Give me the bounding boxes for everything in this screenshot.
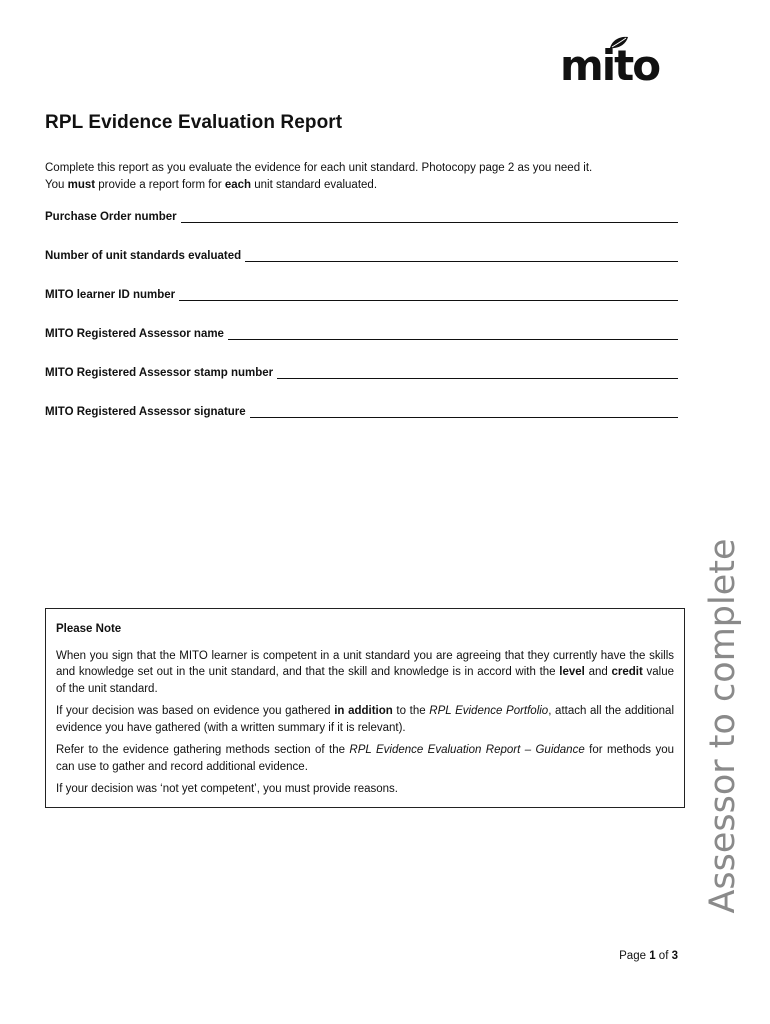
intro-line-1: Complete this report as you evaluate the evidence for each unit standard. Photocopy page 2 as you need it. — [45, 162, 593, 174]
assessor-signature-field[interactable] — [45, 402, 678, 418]
side-label-container — [703, 538, 743, 914]
unit-standards-count-field[interactable] — [45, 246, 678, 262]
field-label: MITO learner ID number — [45, 289, 176, 301]
please-note-box — [45, 608, 685, 808]
learner-id-field[interactable] — [45, 285, 678, 301]
purchase-order-input-line[interactable] — [181, 210, 678, 223]
unit-standards-count-input-line[interactable] — [245, 249, 678, 262]
assessor-stamp-field[interactable] — [45, 363, 678, 379]
field-label: Purchase Order number — [45, 211, 177, 223]
assessor-signature-input-line[interactable] — [250, 405, 678, 418]
assessor-stamp-input-line[interactable] — [277, 366, 678, 379]
assessor-to-complete-label: Assessor to complete — [703, 538, 743, 914]
page-title: RPL Evidence Evaluation Report — [45, 112, 343, 133]
note-paragraph: If your decision was based on evidence you gathered in addition to the RPL Evidence Portfolio, attach all the additional evidence you have gathered (with a written summary if it is relevant). — [56, 705, 675, 734]
field-label: MITO Registered Assessor signature — [45, 406, 246, 418]
page-number: Page 1 of 3 — [619, 950, 678, 962]
note-heading: Please Note — [56, 623, 122, 635]
mito-logo-mark — [560, 34, 676, 86]
field-label: Number of unit standards evaluated — [45, 250, 242, 262]
note-paragraph: If your decision was ‘not yet competent’, you must provide reasons. — [56, 783, 398, 795]
note-paragraph: Refer to the evidence gathering methods section of the RPL Evidence Evaluation Report – Guidance for methods you can use to gather and record additional evidence. — [56, 744, 675, 773]
purchase-order-field[interactable] — [45, 207, 678, 223]
field-label: MITO Registered Assessor stamp number — [45, 367, 274, 379]
intro-line-2: You must provide a report form for each unit standard evaluated. — [45, 179, 378, 191]
intro-text — [45, 160, 685, 194]
assessor-name-field[interactable] — [45, 324, 678, 340]
note-paragraph: When you sign that the MITO learner is competent in a unit standard you are agreeing that they currently have the skills and knowledge set out in the unit standard, and that the skill and knowledge is in accord with the level and credit value of the unit standard. — [56, 649, 674, 695]
logo-text: mito — [560, 41, 660, 86]
field-label: MITO Registered Assessor name — [45, 328, 224, 340]
assessor-name-input-line[interactable] — [228, 327, 678, 340]
learner-id-input-line[interactable] — [179, 288, 678, 301]
mito-logo — [560, 34, 676, 86]
